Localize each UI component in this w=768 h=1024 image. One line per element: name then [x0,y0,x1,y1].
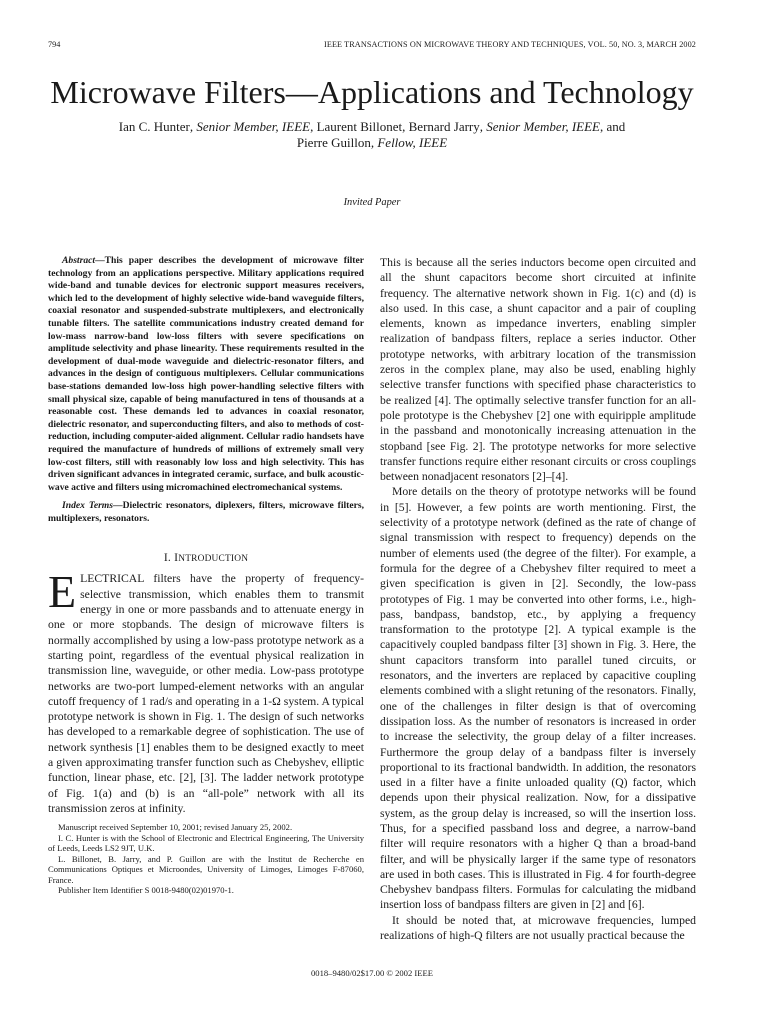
abstract-text: —This paper describes the development of microwave filter technology from an applications perspective. Military applications required wide-band and tunable devices for electronic support measures receivers, which led to the development of highly selective wide-band waveguide filters, coaxial resonator and suspended-substrate multiplexers, and electronically tunable filters. The satellite communications industry created demand for low-mass narrow-band low-loss filters with severe specifications on amplitude selectivity and phase linearity. These requirements resulted in the development of dual-mode waveguide and dielectric-resonator filters, and advances in the design of contiguous multiplexers. Cellular communications base-stations demanded low-loss high power-handling selective filters with small physical size, capable of being manufactured in tens of thousands at a reasonable cost. These demands led to advances in coaxial resonator, dielectric resonator, and superconducting filters, and also to methods of cost-reduction, including computer-aided alignment. Cellular radio handsets have required the manufacture of hundreds of millions of extremely small very low-cost filters, still with reasonably low loss and high selectivity. This has driven significant advances in integrated ceramic, surface, and bulk acoustic-wave active and filters using micromachined electromechanical systems. [48,255,364,493]
section-heading-introduction: I. INTRODUCTION [163,551,249,565]
introduction-paragraph [48,566,364,816]
author-name: Pierre Guillon [296,135,371,150]
page-number: 794 [48,40,61,49]
left-column [48,255,364,896]
footnotes [48,822,364,896]
introduction-text: LECTRICAL filters have the property of frequency-selective transmission, which enables them to transmit energy in one or more passbands and to attenuate energy in one or more stopbands. The design of microwave filters is normally accomplished by using a low-pass prototype network as a starting point, regardless of the eventual physical realization in transmission line, waveguide, or other media. Low-pass prototype networks are two-port lumped-element networks with an angular cutoff frequency of 1 rad/s and operating in a 1-Ω system. A typical prototype network is shown in Fig. 1. The design of such networks has developed to a remarkable degree of sophistication. The use of network synthesis [1] enables them to be designed exactly to meet a given approximating transfer function such as Chebyshev, elliptic function, linear phase, etc. [2], [3]. The ladder network prototype of Fig. 1(a) and (b) is an “all-pole” network with all its transmission zeros at infinity. [48,572,364,815]
index-terms-text: —Dielectric resonators, diplexers, filters, microwave filters, multiplexers, resonators. [48,500,364,524]
paper-title: Microwave Filters—Applications and Technology [50,74,694,110]
abstract-label: Abstract [62,255,96,266]
right-column [380,255,696,943]
author-role: , Senior Member, IEEE [479,119,600,134]
invited-paper-label: Invited Paper [343,197,401,208]
drop-cap: E [48,566,77,618]
author-role: , Senior Member, IEEE [189,119,311,134]
body-paragraph: More details on the theory of prototype networks will be found in [5]. However, a few points are worth mentioning. First, the selectivity of a prototype network (defined as the rate of change of signal transmission with respect to frequency) depends on the number of elements used (the degree of the filter). For example, a formula for the degree of a Chebyshev filter required to meet a given specification is given in [2]. Secondly, the low-pass prototypes of Fig. 1 may be converted into other forms, i.e., high-pass, bandpass, bandstop, etc., by applying a frequency transformation to the prototype [2]. A typical example is the capacitively coupled bandpass filter [3] shown in Fig. 3. Here, the shunt capacitors transform into parallel tuned circuits, or resonators, and the inverters are replaced by capacitive coupling elements combined with a slight retuning of the resonators. Finally, one of the challenges in filter design is that of overcoming dissipation loss. As the number of resonators is increased in order to increase the selectivity, the group delay of a filter increases. Furthermore the group delay of a bandpass filter is inversely proportional to its fractional bandwidth. In addition, the resonators used in a filter have a finite unloaded quality (Q) factor, which depends upon their physical realization. Now, for a dissipative system, as the group delay is increased, so will the insertion loss. Thus, for a specified passband loss and degree, a narrow-band filter will require resonators with a higher Q than a broad-band filter, and will be physically larger if the same type of resonators are used in both cases. This is illustrated in Fig. 4 for fourth-degree Chebyshev bandpass filters. Formulas for calculating the midband insertion loss of bandpass filters are given in [2] and [6]. [380,485,696,912]
body-paragraph: It should be noted that, at microwave frequencies, lumped realizations of high-Q filters are not usually practical because the [380,913,696,943]
author-name: , Laurent Billonet, Bernard Jarry [310,119,480,134]
index-terms [48,500,364,525]
abstract [48,255,364,494]
author-separator: , and [599,119,626,134]
copyright-footer: 0018–9480/02$17.00 © 2002 IEEE [310,968,434,978]
index-terms-label: Index Terms [62,500,114,512]
author-role: , Fellow, IEEE [370,135,448,150]
footnote: I. C. Hunter is with the School of Electronic and Electrical Engineering, The University of Leeds, Leeds LS2 9JT, U.K. [48,832,364,854]
author-name: Ian C. Hunter [118,119,190,134]
footnote: Manuscript received September 10, 2001; revised January 25, 2002. [58,822,293,833]
author-list [0,119,744,151]
body-paragraph: This is because all the series inductors become open circuited and all the shunt capacitors become short circuited at infinite frequency. The alternative network shown in Fig. 1(c) and (d) is also used. In this case, a shunt capacitor and a pair of coupling elements, known as impedance inverters, enabling simpler realization of bandpass filters, replace a series inductor. Other prototype networks, with arbitrary location of the transmission zeros in the complex plane, may also be used, enabling highly selective transfer functions with specified phase characteristics to be realized [4]. The optimally selective transfer function for an all-pole prototype is the Chebyshev [2] one with equiripple amplitude in the passband and monotonically increasing attenuation in the stopband [see Fig. 2]. The prototype networks for more selective transfer functions require either resonant circuits or cross couplings between nonadjacent resonators [2]–[4]. [380,256,696,484]
journal-citation: IEEE TRANSACTIONS ON MICROWAVE THEORY AND TECHNIQUES, VOL. 50, NO. 3, MARCH 2002 [324,40,696,49]
footnote: L. Billonet, B. Jarry, and P. Guillon are with the Institut de Recherche en Communications Optiques et Microondes, University of Limoges, Limoges F-87060, France. [48,853,364,885]
footnote: Publisher Item Identifier S 0018-9480(02)01970-1. [58,885,234,896]
